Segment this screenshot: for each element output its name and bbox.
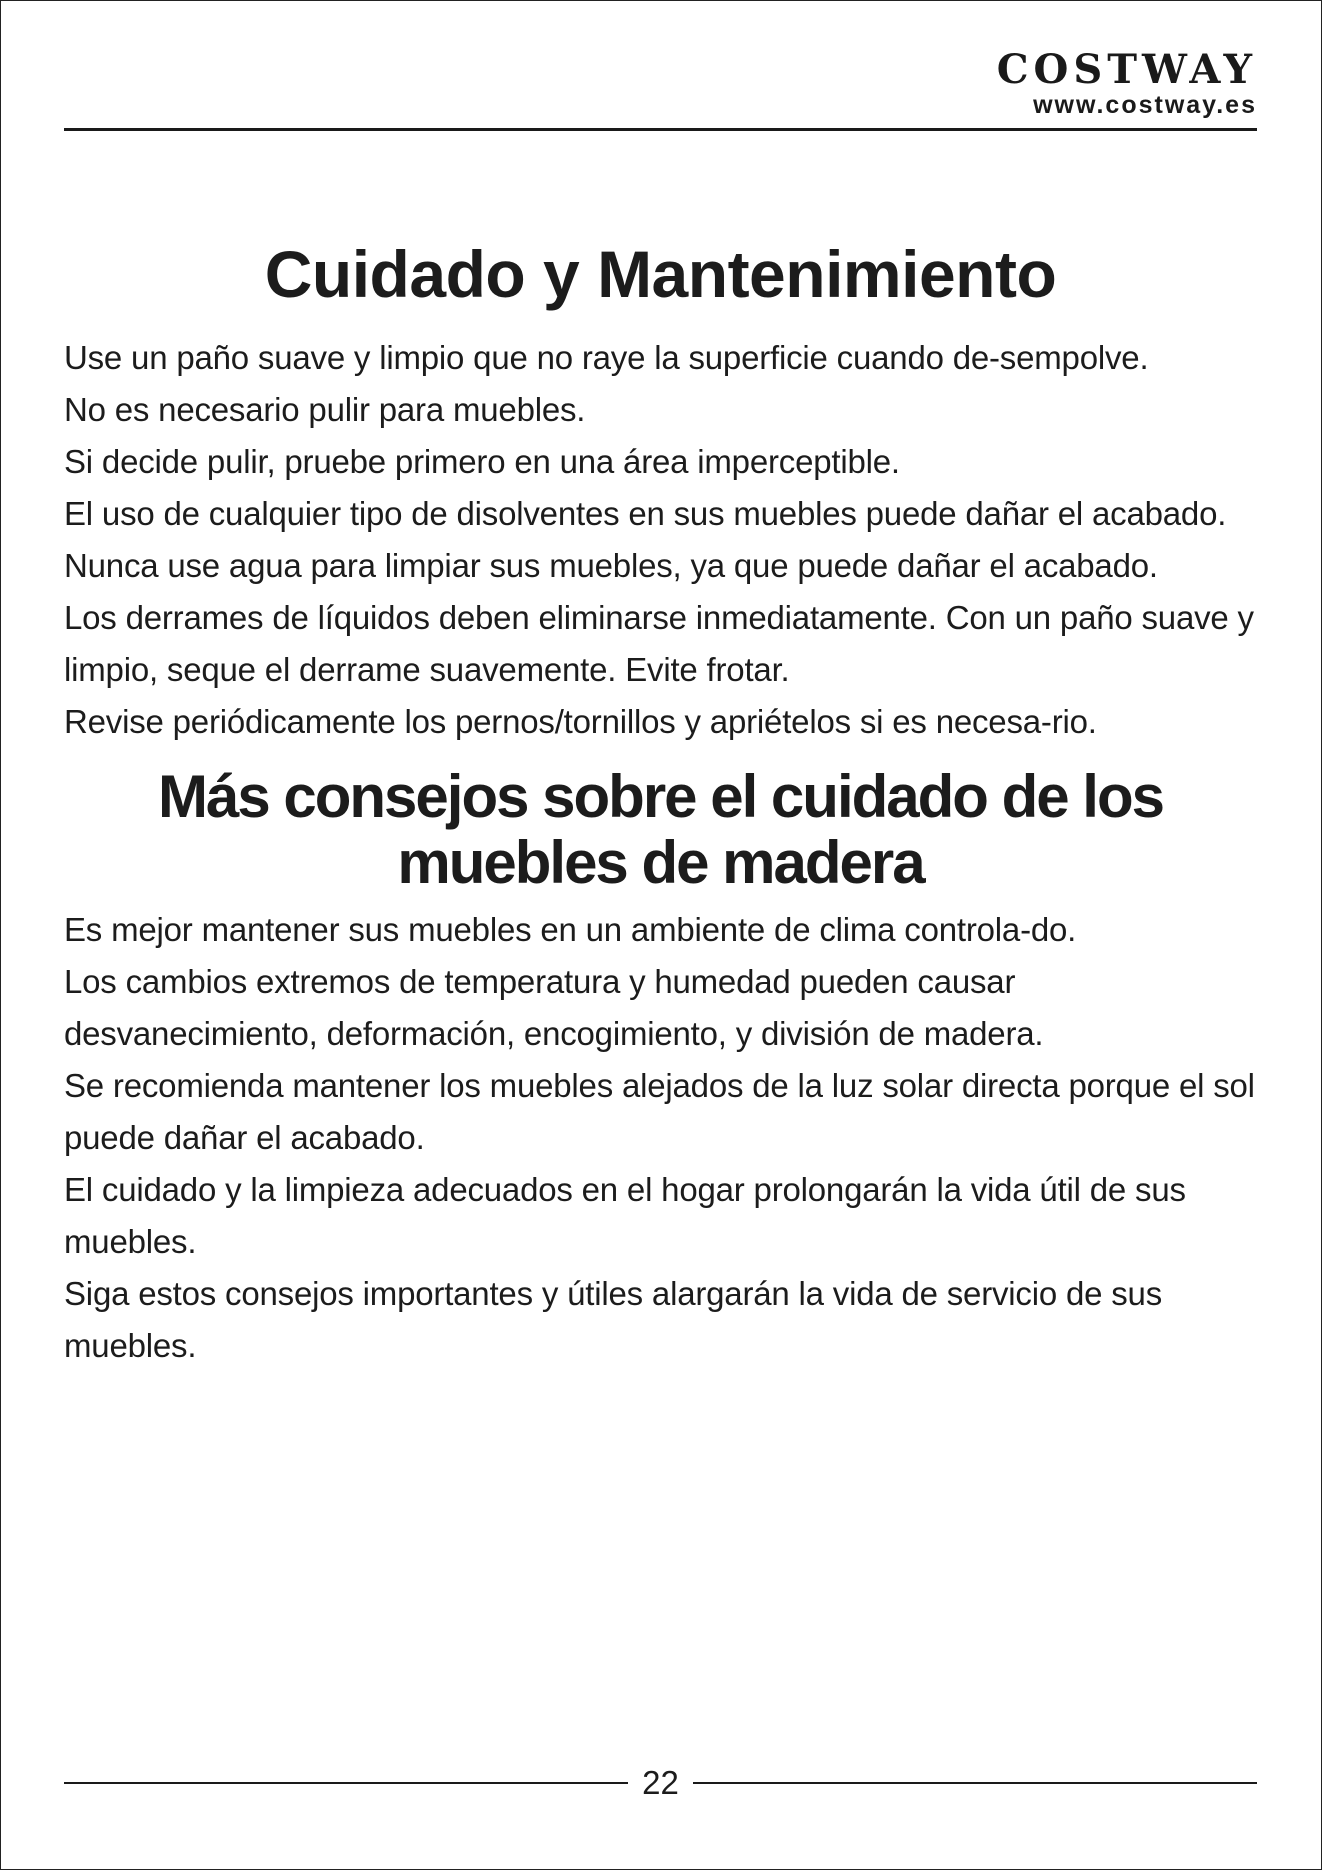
brand-logo: COSTWAY — [996, 46, 1257, 93]
page-number: 22 — [642, 1764, 679, 1801]
tips-paragraph: Es mejor mantener sus muebles en un ambiente de clima controla-do. — [64, 911, 1077, 948]
tips-section — [64, 904, 1257, 1372]
section-title-tips: Más consejos sobre el cuidado de los muebles de madera — [158, 763, 1163, 896]
care-paragraph: Revise periódicamente los pernos/tornillos y apriételos si es necesa-rio. — [64, 703, 1097, 740]
tips-paragraph: El cuidado y la limpieza adecuados en el hogar prolongarán la vida útil de sus muebles. — [64, 1171, 1186, 1260]
page-content — [64, 226, 1257, 1372]
care-section — [64, 332, 1257, 748]
page-header — [996, 46, 1257, 119]
website-url: www.costway.es — [1033, 91, 1257, 119]
section-title-care: Cuidado y Mantenimiento — [264, 237, 1057, 311]
care-paragraph: No es necesario pulir para muebles. — [64, 391, 586, 428]
page-footer — [64, 1763, 1257, 1803]
header-divider — [64, 128, 1257, 131]
tips-paragraph: Los cambios extremos de temperatura y humedad pueden causar desvanecimiento, deformación, encogimiento, y división de madera. — [64, 963, 1044, 1052]
care-paragraph: Use un paño suave y limpio que no raye la superficie cuando de-sempolve. — [64, 339, 1149, 376]
tips-paragraph: Se recomienda mantener los muebles alejados de la luz solar directa porque el sol puede dañar el acabado. — [64, 1067, 1255, 1156]
care-paragraph: Nunca use agua para limpiar sus muebles, ya que puede dañar el acabado. — [64, 547, 1158, 584]
care-paragraph: Los derrames de líquidos deben eliminarse inmediatamente. Con un paño suave y limpio, seque el derrame suavemente. Evite frotar. — [64, 599, 1254, 688]
care-paragraph: Si decide pulir, pruebe primero en una área imperceptible. — [64, 443, 900, 480]
tips-paragraph: Siga estos consejos importantes y útiles alargarán la vida de servicio de sus muebles. — [64, 1275, 1163, 1364]
footer-rule-left — [64, 1782, 628, 1784]
care-paragraph: El uso de cualquier tipo de disolventes en sus muebles puede dañar el acabado. — [64, 495, 1227, 532]
footer-rule-right — [693, 1782, 1257, 1784]
